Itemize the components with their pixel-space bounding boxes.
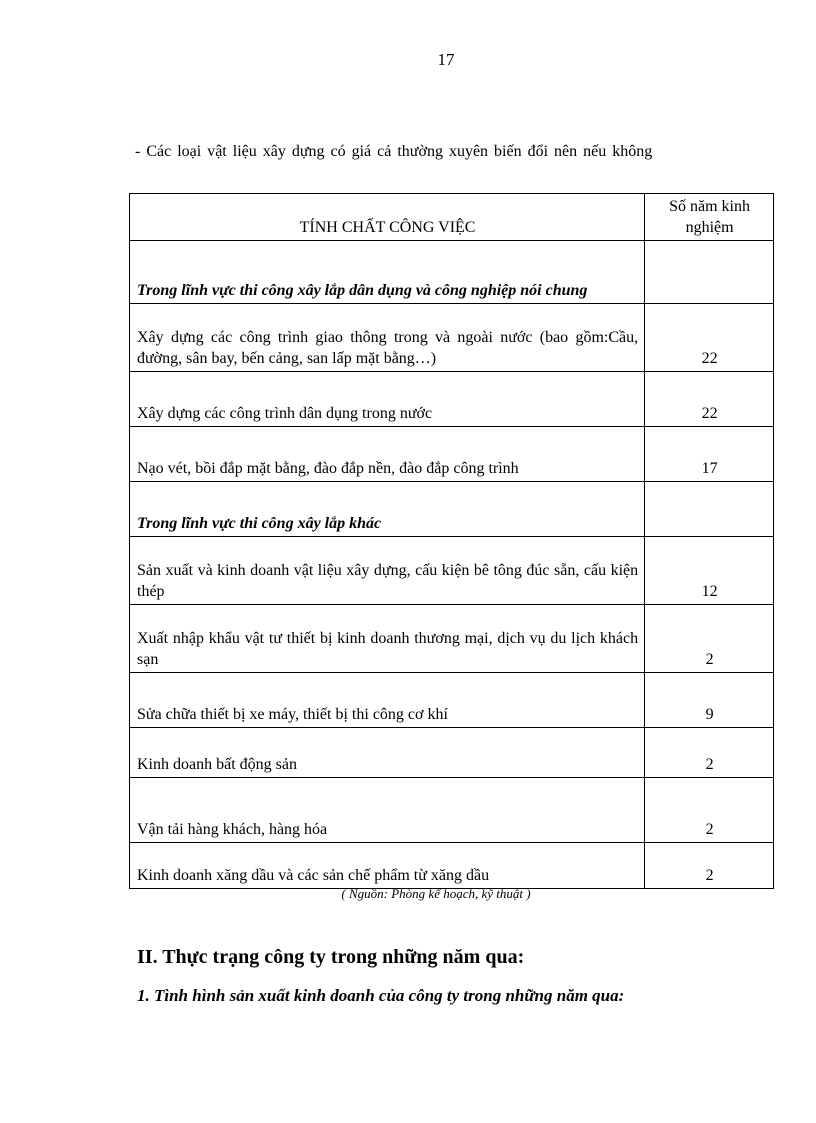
section-heading: II. Thực trạng công ty trong những năm qua: xyxy=(137,946,525,968)
header-years: Số năm kinh nghiệm xyxy=(645,194,774,241)
table-row xyxy=(130,372,774,427)
header-task: TÍNH CHẤT CÔNG VIỆC xyxy=(130,194,645,241)
task-cell: Sản xuất và kinh doanh vật liệu xây dựng, cấu kiện bê tông đúc sẵn, cấu kiện thép xyxy=(130,537,645,605)
section-title: Trong lĩnh vực thi công xây lắp khác xyxy=(130,482,645,537)
table-row xyxy=(130,778,774,843)
years-cell: 17 xyxy=(645,427,774,482)
subsection-heading: 1. Tình hình sản xuất kinh doanh của công ty trong những năm qua: xyxy=(137,986,625,1005)
years-cell xyxy=(645,241,774,304)
table-row xyxy=(130,304,774,372)
task-cell: Xuất nhập khẩu vật tư thiết bị kinh doanh thương mại, dịch vụ du lịch khách sạn xyxy=(130,605,645,673)
task-cell: Xây dựng các công trình giao thông trong và ngoài nước (bao gồm:Cầu, đường, sân bay, bến cảng, san lấp mặt bằng…) xyxy=(130,304,645,372)
years-cell: 2 xyxy=(645,605,774,673)
table-row xyxy=(130,843,774,889)
page-number: 17 xyxy=(437,50,455,69)
table-row xyxy=(130,605,774,673)
years-cell: 2 xyxy=(645,778,774,843)
table-row xyxy=(130,241,774,304)
table-row xyxy=(130,427,774,482)
experience-table xyxy=(129,193,774,889)
task-cell: Kinh doanh xăng dầu và các sản chế phẩm từ xăng dầu xyxy=(130,843,645,889)
section-title: Trong lĩnh vực thi công xây lắp dân dụng và công nghiệp nói chung xyxy=(130,241,645,304)
years-cell: 2 xyxy=(645,843,774,889)
years-cell: 9 xyxy=(645,673,774,728)
task-cell: Vận tải hàng khách, hàng hóa xyxy=(130,778,645,843)
task-cell: Nạo vét, bồi đắp mặt bằng, đào đắp nền, đào đắp công trình xyxy=(130,427,645,482)
years-cell: 12 xyxy=(645,537,774,605)
table-row xyxy=(130,482,774,537)
intro-paragraph: - Các loại vật liệu xây dựng có giá cả thường xuyên biến đổi nên nếu không xyxy=(135,143,653,160)
task-cell: Xây dựng các công trình dân dụng trong nước xyxy=(130,372,645,427)
table-row xyxy=(130,537,774,605)
years-cell: 2 xyxy=(645,728,774,778)
task-cell: Kinh doanh bất động sản xyxy=(130,728,645,778)
years-cell xyxy=(645,482,774,537)
task-cell: Sửa chữa thiết bị xe máy, thiết bị thi công cơ khí xyxy=(130,673,645,728)
years-cell: 22 xyxy=(645,304,774,372)
years-cell: 22 xyxy=(645,372,774,427)
table-row xyxy=(130,673,774,728)
source-note: ( Nguồn: Phòng kế hoạch, kỹ thuật ) xyxy=(341,886,531,901)
table-header-row xyxy=(130,194,774,241)
table-row xyxy=(130,728,774,778)
